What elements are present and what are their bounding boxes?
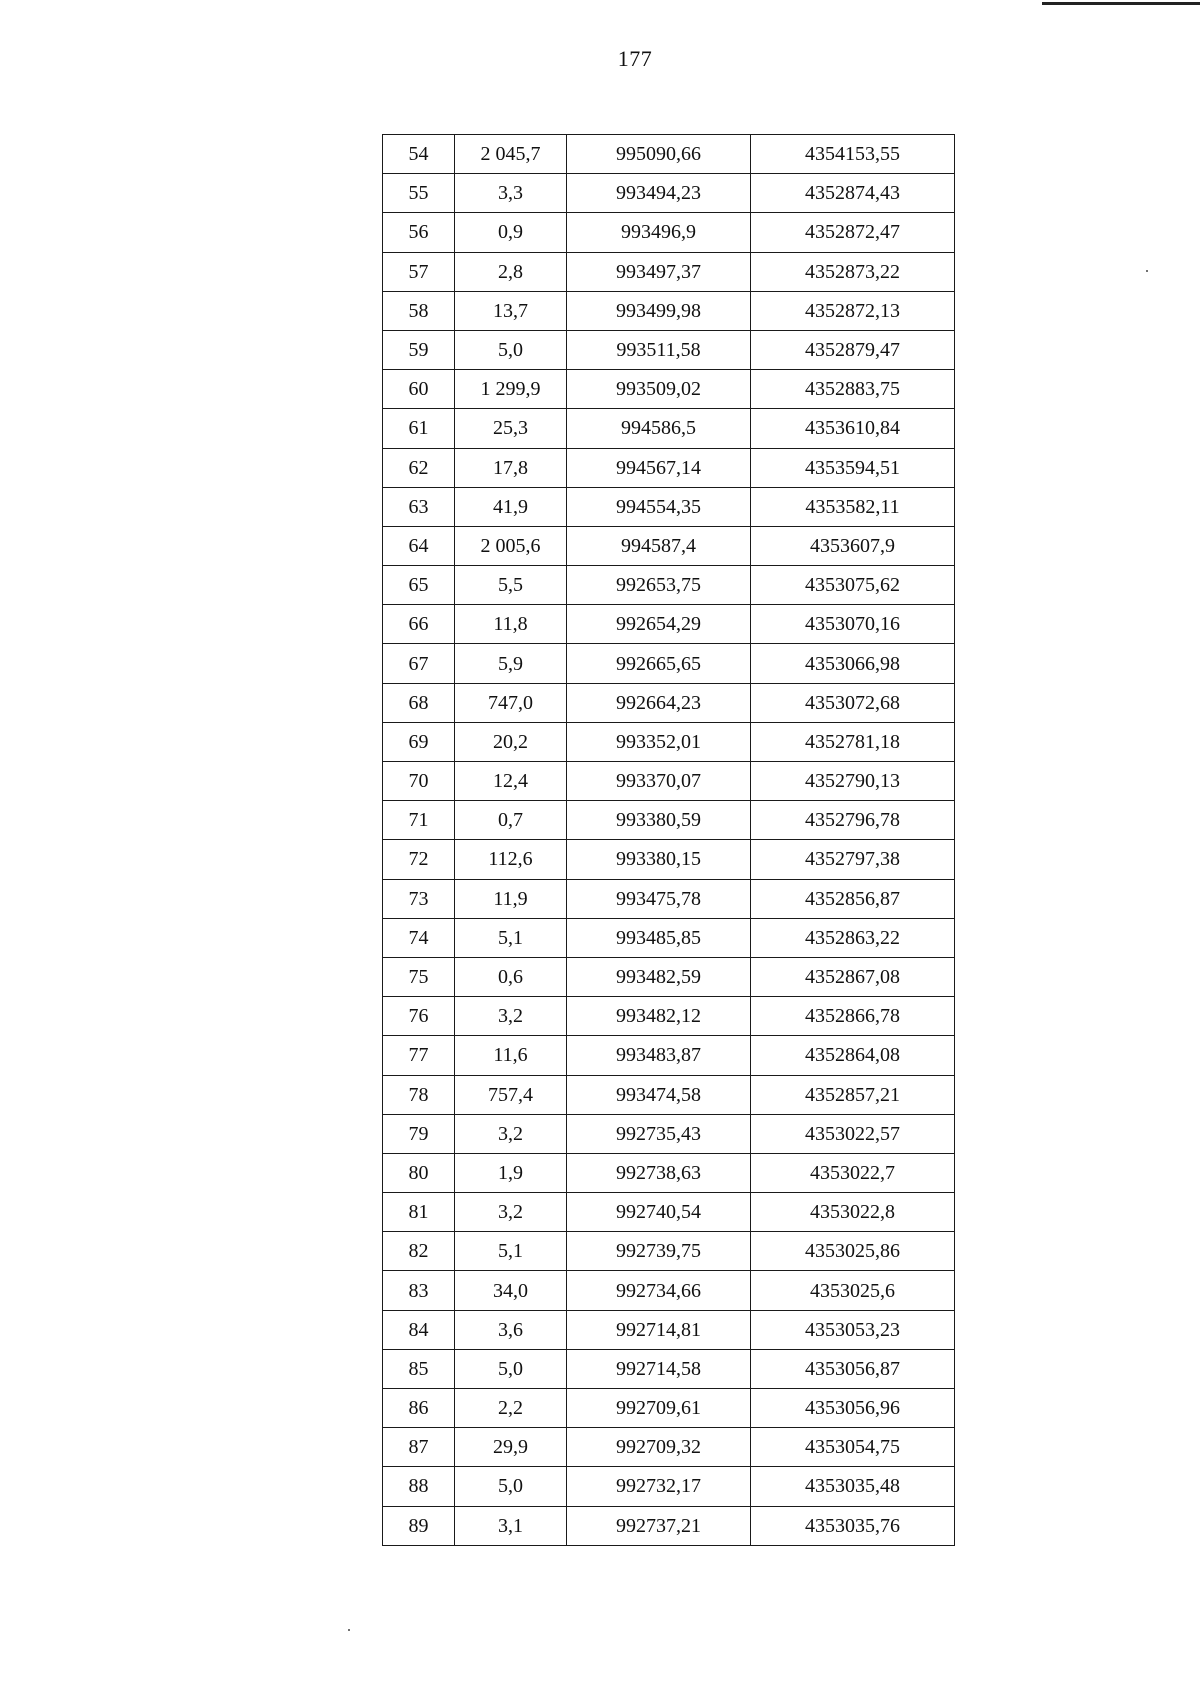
point-number-cell: 89 — [383, 1506, 455, 1545]
x-coordinate-cell: 992664,23 — [567, 683, 751, 722]
value-cell: 12,4 — [455, 762, 567, 801]
coordinates-table — [382, 134, 955, 1546]
point-number-cell: 56 — [383, 213, 455, 252]
point-number-cell: 67 — [383, 644, 455, 683]
table-row — [383, 526, 955, 565]
x-coordinate-cell: 994554,35 — [567, 487, 751, 526]
value-cell: 41,9 — [455, 487, 567, 526]
table-row — [383, 291, 955, 330]
value-cell: 25,3 — [455, 409, 567, 448]
point-number-cell: 61 — [383, 409, 455, 448]
point-number-cell: 75 — [383, 957, 455, 996]
table-row — [383, 605, 955, 644]
y-coordinate-cell: 4352872,13 — [751, 291, 955, 330]
x-coordinate-cell: 992739,75 — [567, 1232, 751, 1271]
value-cell: 112,6 — [455, 840, 567, 879]
y-coordinate-cell: 4353053,23 — [751, 1310, 955, 1349]
table-row — [383, 801, 955, 840]
value-cell: 0,7 — [455, 801, 567, 840]
value-cell: 0,9 — [455, 213, 567, 252]
value-cell: 2 005,6 — [455, 526, 567, 565]
value-cell: 3,2 — [455, 1193, 567, 1232]
y-coordinate-cell: 4353022,8 — [751, 1193, 955, 1232]
value-cell: 20,2 — [455, 722, 567, 761]
table-row — [383, 370, 955, 409]
value-cell: 0,6 — [455, 957, 567, 996]
point-number-cell: 88 — [383, 1467, 455, 1506]
point-number-cell: 64 — [383, 526, 455, 565]
value-cell: 757,4 — [455, 1075, 567, 1114]
y-coordinate-cell: 4353056,87 — [751, 1349, 955, 1388]
table-row — [383, 1232, 955, 1271]
y-coordinate-cell: 4353066,98 — [751, 644, 955, 683]
table-row — [383, 722, 955, 761]
y-coordinate-cell: 4352874,43 — [751, 174, 955, 213]
y-coordinate-cell: 4353035,76 — [751, 1506, 955, 1545]
point-number-cell: 63 — [383, 487, 455, 526]
point-number-cell: 59 — [383, 330, 455, 369]
point-number-cell: 62 — [383, 448, 455, 487]
value-cell: 2 045,7 — [455, 135, 567, 174]
coordinates-table-body — [383, 135, 955, 1546]
value-cell: 3,2 — [455, 997, 567, 1036]
x-coordinate-cell: 992654,29 — [567, 605, 751, 644]
value-cell: 11,9 — [455, 879, 567, 918]
x-coordinate-cell: 993497,37 — [567, 252, 751, 291]
point-number-cell: 86 — [383, 1389, 455, 1428]
table-row — [383, 135, 955, 174]
y-coordinate-cell: 4352883,75 — [751, 370, 955, 409]
x-coordinate-cell: 992709,32 — [567, 1428, 751, 1467]
y-coordinate-cell: 4353072,68 — [751, 683, 955, 722]
point-number-cell: 80 — [383, 1153, 455, 1192]
table-row — [383, 879, 955, 918]
value-cell: 2,8 — [455, 252, 567, 291]
x-coordinate-cell: 993352,01 — [567, 722, 751, 761]
point-number-cell: 54 — [383, 135, 455, 174]
y-coordinate-cell: 4352873,22 — [751, 252, 955, 291]
x-coordinate-cell: 992709,61 — [567, 1389, 751, 1428]
point-number-cell: 60 — [383, 370, 455, 409]
y-coordinate-cell: 4352867,08 — [751, 957, 955, 996]
y-coordinate-cell: 4353594,51 — [751, 448, 955, 487]
y-coordinate-cell: 4353025,6 — [751, 1271, 955, 1310]
x-coordinate-cell: 993380,15 — [567, 840, 751, 879]
x-coordinate-cell: 993499,98 — [567, 291, 751, 330]
y-coordinate-cell: 4353607,9 — [751, 526, 955, 565]
table-row — [383, 918, 955, 957]
table-row — [383, 1389, 955, 1428]
x-coordinate-cell: 992738,63 — [567, 1153, 751, 1192]
table-row — [383, 762, 955, 801]
x-coordinate-cell: 992653,75 — [567, 566, 751, 605]
y-coordinate-cell: 4353582,11 — [751, 487, 955, 526]
value-cell: 747,0 — [455, 683, 567, 722]
x-coordinate-cell: 993370,07 — [567, 762, 751, 801]
table-row — [383, 644, 955, 683]
y-coordinate-cell: 4353022,7 — [751, 1153, 955, 1192]
y-coordinate-cell: 4353022,57 — [751, 1114, 955, 1153]
table-row — [383, 840, 955, 879]
value-cell: 5,0 — [455, 1467, 567, 1506]
table-row — [383, 957, 955, 996]
table-row — [383, 997, 955, 1036]
x-coordinate-cell: 993483,87 — [567, 1036, 751, 1075]
value-cell: 1 299,9 — [455, 370, 567, 409]
y-coordinate-cell: 4353056,96 — [751, 1389, 955, 1428]
x-coordinate-cell: 993474,58 — [567, 1075, 751, 1114]
scan-speck — [348, 1629, 350, 1631]
y-coordinate-cell: 4352790,13 — [751, 762, 955, 801]
table-row — [383, 683, 955, 722]
y-coordinate-cell: 4352872,47 — [751, 213, 955, 252]
x-coordinate-cell: 994587,4 — [567, 526, 751, 565]
x-coordinate-cell: 994567,14 — [567, 448, 751, 487]
value-cell: 5,1 — [455, 1232, 567, 1271]
x-coordinate-cell: 992714,58 — [567, 1349, 751, 1388]
table-row — [383, 409, 955, 448]
point-number-cell: 71 — [383, 801, 455, 840]
table-row — [383, 1428, 955, 1467]
y-coordinate-cell: 4352866,78 — [751, 997, 955, 1036]
y-coordinate-cell: 4353075,62 — [751, 566, 955, 605]
x-coordinate-cell: 992665,65 — [567, 644, 751, 683]
table-row — [383, 1271, 955, 1310]
point-number-cell: 58 — [383, 291, 455, 330]
value-cell: 3,3 — [455, 174, 567, 213]
x-coordinate-cell: 993509,02 — [567, 370, 751, 409]
table-row — [383, 566, 955, 605]
y-coordinate-cell: 4352863,22 — [751, 918, 955, 957]
x-coordinate-cell: 992734,66 — [567, 1271, 751, 1310]
y-coordinate-cell: 4352796,78 — [751, 801, 955, 840]
x-coordinate-cell: 993494,23 — [567, 174, 751, 213]
point-number-cell: 74 — [383, 918, 455, 957]
y-coordinate-cell: 4353070,16 — [751, 605, 955, 644]
table-row — [383, 1114, 955, 1153]
value-cell: 3,6 — [455, 1310, 567, 1349]
value-cell: 2,2 — [455, 1389, 567, 1428]
value-cell: 11,6 — [455, 1036, 567, 1075]
point-number-cell: 85 — [383, 1349, 455, 1388]
table-row — [383, 1075, 955, 1114]
y-coordinate-cell: 4354153,55 — [751, 135, 955, 174]
point-number-cell: 57 — [383, 252, 455, 291]
table-row — [383, 252, 955, 291]
x-coordinate-cell: 993475,78 — [567, 879, 751, 918]
point-number-cell: 68 — [383, 683, 455, 722]
x-coordinate-cell: 993485,85 — [567, 918, 751, 957]
y-coordinate-cell: 4352864,08 — [751, 1036, 955, 1075]
x-coordinate-cell: 993496,9 — [567, 213, 751, 252]
x-coordinate-cell: 995090,66 — [567, 135, 751, 174]
x-coordinate-cell: 992737,21 — [567, 1506, 751, 1545]
table-row — [383, 1153, 955, 1192]
x-coordinate-cell: 993511,58 — [567, 330, 751, 369]
page-number: 177 — [617, 46, 653, 71]
y-coordinate-cell: 4353035,48 — [751, 1467, 955, 1506]
table-row — [383, 1310, 955, 1349]
point-number-cell: 78 — [383, 1075, 455, 1114]
value-cell: 29,9 — [455, 1428, 567, 1467]
y-coordinate-cell: 4352781,18 — [751, 722, 955, 761]
table-row — [383, 330, 955, 369]
point-number-cell: 72 — [383, 840, 455, 879]
value-cell: 5,0 — [455, 1349, 567, 1388]
top-edge-rule — [1042, 2, 1200, 5]
value-cell: 1,9 — [455, 1153, 567, 1192]
table-row — [383, 213, 955, 252]
point-number-cell: 82 — [383, 1232, 455, 1271]
value-cell: 5,5 — [455, 566, 567, 605]
x-coordinate-cell: 992735,43 — [567, 1114, 751, 1153]
point-number-cell: 65 — [383, 566, 455, 605]
x-coordinate-cell: 992714,81 — [567, 1310, 751, 1349]
y-coordinate-cell: 4352797,38 — [751, 840, 955, 879]
table-row — [383, 1467, 955, 1506]
value-cell: 5,1 — [455, 918, 567, 957]
value-cell: 17,8 — [455, 448, 567, 487]
x-coordinate-cell: 993380,59 — [567, 801, 751, 840]
value-cell: 13,7 — [455, 291, 567, 330]
table-row — [383, 448, 955, 487]
x-coordinate-cell: 994586,5 — [567, 409, 751, 448]
y-coordinate-cell: 4353025,86 — [751, 1232, 955, 1271]
table-row — [383, 487, 955, 526]
point-number-cell: 79 — [383, 1114, 455, 1153]
table-row — [383, 1506, 955, 1545]
point-number-cell: 73 — [383, 879, 455, 918]
table-row — [383, 1036, 955, 1075]
point-number-cell: 81 — [383, 1193, 455, 1232]
point-number-cell: 66 — [383, 605, 455, 644]
x-coordinate-cell: 992740,54 — [567, 1193, 751, 1232]
value-cell: 5,0 — [455, 330, 567, 369]
x-coordinate-cell: 992732,17 — [567, 1467, 751, 1506]
point-number-cell: 87 — [383, 1428, 455, 1467]
scan-speck — [1146, 270, 1148, 272]
point-number-cell: 76 — [383, 997, 455, 1036]
y-coordinate-cell: 4352857,21 — [751, 1075, 955, 1114]
point-number-cell: 77 — [383, 1036, 455, 1075]
table-row — [383, 1349, 955, 1388]
y-coordinate-cell: 4353610,84 — [751, 409, 955, 448]
value-cell: 34,0 — [455, 1271, 567, 1310]
point-number-cell: 84 — [383, 1310, 455, 1349]
y-coordinate-cell: 4352856,87 — [751, 879, 955, 918]
x-coordinate-cell: 993482,59 — [567, 957, 751, 996]
x-coordinate-cell: 993482,12 — [567, 997, 751, 1036]
value-cell: 11,8 — [455, 605, 567, 644]
y-coordinate-cell: 4353054,75 — [751, 1428, 955, 1467]
point-number-cell: 55 — [383, 174, 455, 213]
point-number-cell: 70 — [383, 762, 455, 801]
table-row — [383, 174, 955, 213]
y-coordinate-cell: 4352879,47 — [751, 330, 955, 369]
value-cell: 3,2 — [455, 1114, 567, 1153]
point-number-cell: 69 — [383, 722, 455, 761]
value-cell: 5,9 — [455, 644, 567, 683]
table-row — [383, 1193, 955, 1232]
value-cell: 3,1 — [455, 1506, 567, 1545]
point-number-cell: 83 — [383, 1271, 455, 1310]
